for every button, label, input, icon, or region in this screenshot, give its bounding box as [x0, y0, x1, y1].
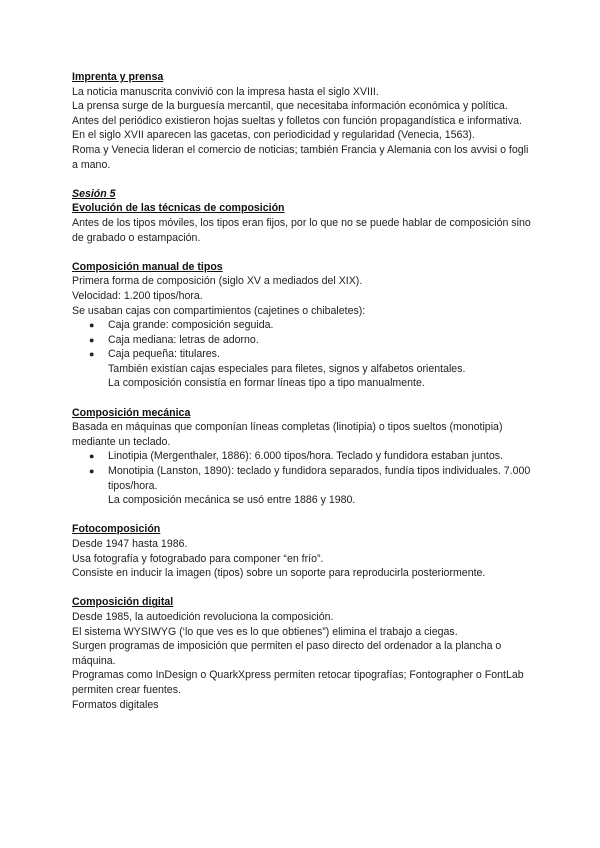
- heading-manual: Composición manual de tipos: [72, 260, 223, 273]
- paragraph: Desde 1947 hasta 1986.: [72, 538, 188, 550]
- paragraph: Primera forma de composición (siglo XV a mediados del XIX).: [72, 275, 363, 288]
- list-item-text: Linotipia (Mergenthaler, 1886): 6.000 tipos/hora. Teclado y fundidora estaban juntos.: [108, 450, 503, 463]
- list-item: [72, 333, 532, 348]
- heading-imprenta: Imprenta y prensa: [72, 71, 164, 83]
- bullet-icon: ●: [89, 466, 95, 477]
- indented-paragraph: La composición mecánica se usó entre 1886 y 1980.: [108, 494, 356, 507]
- session-label: Sesión 5: [72, 187, 116, 200]
- paragraph: Se usaban cajas con compartimientos (cajetines o chibaletes):: [72, 304, 366, 317]
- paragraph: Antes del periódico existieron hojas sueltas y folletos con función propagandística e informativa.: [72, 114, 522, 127]
- paragraph: Desde 1985, la autoedición revoluciona la composición.: [72, 610, 334, 623]
- paragraph: La noticia manuscrita convivió con la impresa hasta el siglo XVIII.: [72, 85, 379, 98]
- list-item: [72, 449, 532, 464]
- paragraph: Surgen programas de imposición que permiten el paso directo del ordenador a la plancha o máquina.: [72, 640, 502, 667]
- spacer: [72, 581, 532, 596]
- paragraph: Antes de los tipos móviles, los tipos eran fijos, por lo que no se puede hablar de composición sino de grabado o estampación.: [72, 216, 531, 244]
- list-item: [72, 464, 532, 493]
- indented-paragraph: También existían cajas especiales para filetes, signos y alfabetos orientales.: [108, 362, 466, 375]
- bullet-icon: ●: [89, 451, 95, 462]
- list-item: [72, 347, 532, 362]
- paragraph: Basada en máquinas que componían líneas completas (linotipia) o tipos sueltos (monotipia) mediante un teclado.: [72, 421, 503, 448]
- paragraph: El sistema WYSIWYG (‘lo que ves es lo que obtienes”) elimina el trabajo a ciegas.: [72, 625, 458, 638]
- paragraph: Velocidad: 1.200 tipos/hora.: [72, 289, 203, 302]
- heading-mecanica: Composición mecánica: [72, 406, 191, 419]
- list-item-text: Caja grande: composición seguida.: [108, 319, 274, 332]
- list-item-text: Caja pequeña: titulares.: [108, 348, 220, 361]
- bullet-icon: ●: [89, 320, 95, 331]
- heading-digital: Composición digital: [72, 596, 174, 609]
- spacer: [72, 508, 532, 523]
- bullet-icon: ●: [89, 349, 95, 360]
- paragraph: Consiste en inducir la imagen (tipos) sobre un soporte para reproducirla posteriormente.: [72, 567, 486, 580]
- list-item-text: Caja mediana: letras de adorno.: [108, 333, 259, 346]
- paragraph: Programas como InDesign o QuarkXpress permiten retocar tipografías; Fontographer o FontLab permiten crear fuentes.: [72, 669, 524, 696]
- indented-paragraph: La composición consistía en formar líneas tipo a tipo manualmente.: [108, 377, 425, 390]
- paragraph: En el siglo XVII aparecen las gacetas, con periodicidad y regularidad (Venecia, 1563).: [72, 129, 475, 142]
- bullet-icon: ●: [89, 334, 95, 345]
- heading-fotocomposicion: Fotocomposición: [72, 523, 161, 536]
- bullet-list: [72, 318, 532, 362]
- spacer: [72, 391, 532, 406]
- paragraph: Formatos digitales: [72, 698, 159, 711]
- heading-evolucion: Evolución de las técnicas de composición: [72, 202, 285, 215]
- bullet-list: [72, 449, 532, 493]
- list-item-text: Monotipia (Lanston, 1890): teclado y fundidora separados, fundía tipos individuales. 7.000 tipos/hora.: [108, 465, 531, 492]
- paragraph: Roma y Venecia lideran el comercio de noticias; también Francia y Alemania con los avvisi o fogli a mano.: [72, 143, 529, 171]
- paragraph: Usa fotografía y fotograbado para componer “en frío”.: [72, 552, 324, 565]
- document-body: [72, 70, 532, 712]
- list-item: [72, 318, 532, 333]
- paragraph: La prensa surge de la burguesía mercantil, que necesitaba información económica y política.: [72, 100, 508, 113]
- spacer: [72, 172, 532, 187]
- spacer: [72, 245, 532, 260]
